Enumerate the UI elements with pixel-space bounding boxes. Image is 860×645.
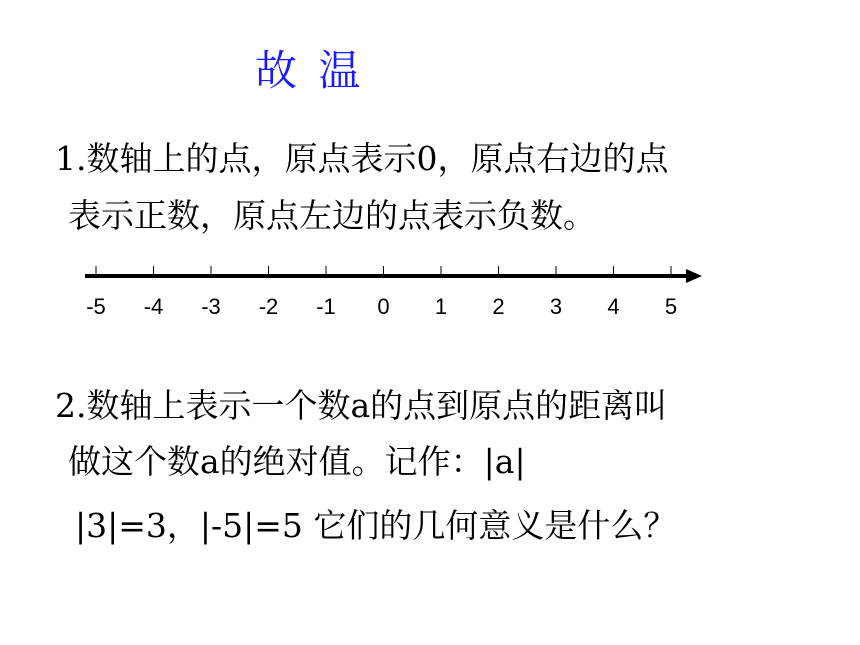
point2-line2: 做这个数a的绝对值。记作：|a| bbox=[68, 442, 526, 481]
number-line-label: 2 bbox=[492, 294, 505, 319]
number-line-label: 1 bbox=[434, 294, 448, 319]
number-line-label: 5 bbox=[664, 294, 678, 319]
slide-title: 故 温 bbox=[255, 46, 365, 95]
number-line-arrow bbox=[686, 269, 702, 283]
number-line-label: -4 bbox=[143, 294, 164, 319]
point1-line1: 1.数轴上的点，原点表示0，原点右边的点 bbox=[55, 139, 669, 178]
point2-line3: |3|=3，|-5|=5 它们的几何意义是什么？ bbox=[75, 506, 677, 545]
number-line bbox=[0, 250, 860, 330]
point1-line2: 表示正数，原点左边的点表示负数。 bbox=[68, 196, 596, 235]
number-line-label: -2 bbox=[258, 294, 279, 319]
number-line-label: -5 bbox=[86, 294, 106, 319]
number-line-label: -3 bbox=[201, 294, 221, 319]
number-line-label: 3 bbox=[549, 294, 563, 319]
number-line-label: 4 bbox=[607, 294, 620, 319]
number-line-label: -1 bbox=[316, 294, 336, 319]
point2-line1: 2.数轴上表示一个数a的点到原点的距离叫 bbox=[55, 386, 668, 425]
number-line-label: 0 bbox=[377, 294, 390, 319]
